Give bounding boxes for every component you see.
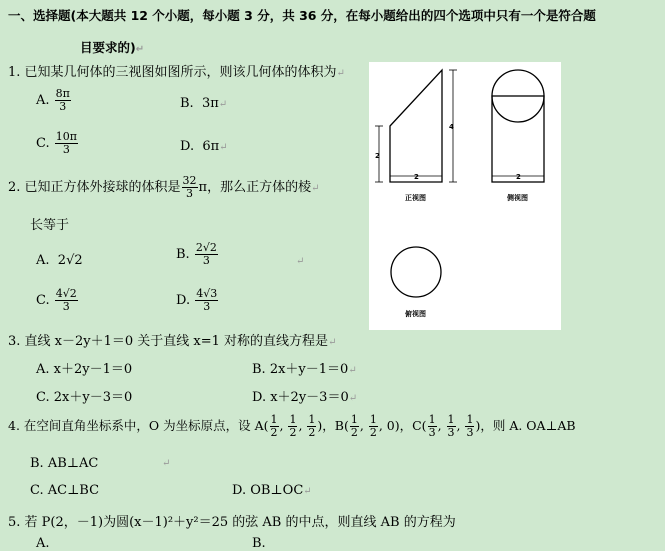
- fraction: [270, 414, 279, 439]
- question-2-stem-line2: 长等于: [30, 218, 70, 233]
- q2-option-a: [36, 253, 83, 268]
- numerator: 1: [289, 413, 297, 426]
- denominator: 3: [466, 426, 474, 439]
- q4-option-c: C. AC⊥BC: [30, 483, 100, 498]
- return-mark: ↵: [336, 68, 345, 79]
- numerator: 1: [428, 413, 436, 426]
- q3-option-b: [252, 358, 357, 377]
- fraction: [195, 242, 218, 267]
- q5-option-partial: A. B.: [36, 536, 266, 551]
- question-4-stem: 4. 在空间直角坐标系中，O 为坐标原点，设 A( $\frac{1}{2}$ , $\frac{1}{2}$ , $\frac{1}{2}$ )，B( $\frac{1}{2}$ , $\frac{1}{2}$ , 0)，C( $\frac{1}{3}$ , $\frac{1}{3}$ , $\frac{1}{3}$ )，则 A. OA⊥AB: [8, 413, 576, 439]
- side-width-label: 2: [516, 173, 521, 181]
- point-c: C(: [412, 418, 427, 433]
- denominator: 3: [203, 300, 211, 313]
- return-mark: ↵: [135, 44, 145, 55]
- fraction: [369, 414, 378, 439]
- q3-option-d: [252, 386, 357, 405]
- top-view-circle: [391, 247, 441, 297]
- option-value: 2√2: [57, 253, 83, 268]
- q1-option-c: [36, 131, 79, 156]
- option-label: B.: [180, 96, 194, 111]
- three-view-figure: [369, 62, 561, 330]
- return-mark: ↵: [348, 365, 357, 376]
- fraction: [307, 414, 316, 439]
- front-total-height-label: 4: [449, 123, 454, 131]
- denominator: 3: [62, 300, 70, 313]
- top-view-label: 俯视图: [405, 310, 426, 318]
- return-mark: ↵: [328, 337, 337, 348]
- numerator: 1: [350, 413, 358, 426]
- denominator: 2: [350, 426, 358, 439]
- denominator: 2: [289, 426, 297, 439]
- side-view-rect: [492, 96, 544, 182]
- question-3-stem: [8, 330, 336, 349]
- q2-stem-text-post: π，那么正方体的棱: [198, 180, 312, 195]
- denominator: 3: [62, 143, 70, 156]
- question-5-stem: 5. 若 P(2，－1)为圆(x－1)²＋y²＝25 的弦 AB 的中点，则直线 AB 的方程为: [8, 515, 456, 530]
- numerator: 4√3: [196, 287, 218, 300]
- return-mark: ↵: [303, 486, 312, 497]
- numerator: 1: [466, 413, 474, 426]
- q1-option-b: [180, 96, 227, 111]
- question-2-stem: [8, 175, 319, 200]
- numerator: 1: [369, 413, 377, 426]
- numerator: 1: [308, 413, 316, 426]
- section-header: 一、选择题(本大题共 12 个小题，每小题 3 分，共 36 分，在每小题给出的四个选项中只有一个是符合题: [8, 8, 596, 23]
- option-label: A.: [36, 93, 50, 108]
- q2-option-d: [176, 288, 219, 313]
- denominator: 3: [428, 426, 436, 439]
- q4-option-b: [30, 456, 98, 471]
- option-label: D.: [176, 293, 191, 308]
- option-text: B. 2x＋y－1＝0: [252, 362, 349, 377]
- return-mark: ↵: [162, 458, 171, 469]
- q1-option-d: [180, 139, 228, 154]
- fraction: [55, 288, 78, 313]
- numerator: 1: [447, 413, 455, 426]
- denominator: 3: [202, 254, 210, 267]
- return-mark: ↵: [348, 393, 358, 404]
- option-label: B.: [176, 247, 190, 262]
- q4-option-a: ，则 A. OA⊥AB: [480, 418, 576, 433]
- option-text: D. x＋2y－3＝0: [252, 390, 349, 405]
- question-1-stem: [8, 61, 345, 80]
- fraction: [465, 414, 474, 439]
- option-label: D.: [180, 139, 195, 154]
- front-width-label: 2: [414, 173, 419, 181]
- section-header-cont: [80, 38, 144, 56]
- denominator: 3: [447, 426, 455, 439]
- q2-stem-text: 2. 已知正方体外接球的体积是: [8, 180, 181, 195]
- numerator: 4√2: [55, 287, 77, 300]
- three-view-drawing: [369, 62, 561, 330]
- numerator: 10π: [55, 130, 77, 143]
- return-mark: ↵: [296, 256, 305, 267]
- front-height-label: 2: [375, 152, 380, 160]
- fraction: [447, 414, 456, 439]
- fraction: [350, 414, 359, 439]
- q1-option-a: [36, 88, 72, 113]
- denominator: 2: [270, 426, 278, 439]
- return-mark: ↵: [219, 142, 228, 153]
- denominator: 3: [186, 187, 194, 200]
- q2-option-b: [176, 242, 219, 267]
- option-label: C.: [36, 136, 50, 151]
- numerator: 32: [182, 174, 197, 187]
- option-text: B. AB⊥AC: [30, 456, 99, 471]
- numerator: 2√2: [195, 241, 217, 254]
- q4-option-d: [232, 483, 312, 498]
- denominator: 2: [369, 426, 377, 439]
- denominator: 3: [59, 100, 67, 113]
- zero: 0: [386, 418, 395, 433]
- return-mark: ↵: [218, 99, 228, 110]
- numerator: 8π: [55, 87, 70, 100]
- q3-option-c: C. 2x＋y－3＝0: [36, 390, 133, 405]
- return-mark: ↵: [311, 183, 320, 194]
- numerator: 1: [270, 413, 278, 426]
- option-text: D. OB⊥OC: [232, 483, 304, 498]
- fraction: [428, 414, 437, 439]
- option-value: 3π: [201, 96, 219, 111]
- q2-option-c: [36, 288, 79, 313]
- front-view-label: 正视图: [405, 194, 426, 202]
- q3-stem-text: 3. 直线 x－2y＋1＝0 关于直线 x=1 对称的直线方程是: [8, 334, 329, 349]
- section-header-line2: 目要求的): [80, 40, 136, 55]
- option-label: A.: [36, 253, 50, 268]
- fraction: [55, 131, 78, 156]
- q3-option-a: A. x＋2y－1＝0: [36, 362, 133, 377]
- fraction: [182, 175, 198, 200]
- fraction: [55, 88, 71, 113]
- q1-stem-text: 1. 已知某几何体的三视图如图所示，则该几何体的体积为: [8, 65, 337, 80]
- option-value: 6π: [202, 139, 220, 154]
- denominator: 2: [308, 426, 316, 439]
- fraction: [195, 288, 218, 313]
- front-view-shape: [390, 70, 442, 182]
- fraction: [288, 414, 297, 439]
- q4-stem-text: 4. 在空间直角坐标系中，O 为坐标原点，设 A(: [8, 418, 269, 433]
- side-view-label: 侧视图: [507, 194, 528, 202]
- option-label: C.: [36, 293, 50, 308]
- point-b: B(: [334, 418, 349, 433]
